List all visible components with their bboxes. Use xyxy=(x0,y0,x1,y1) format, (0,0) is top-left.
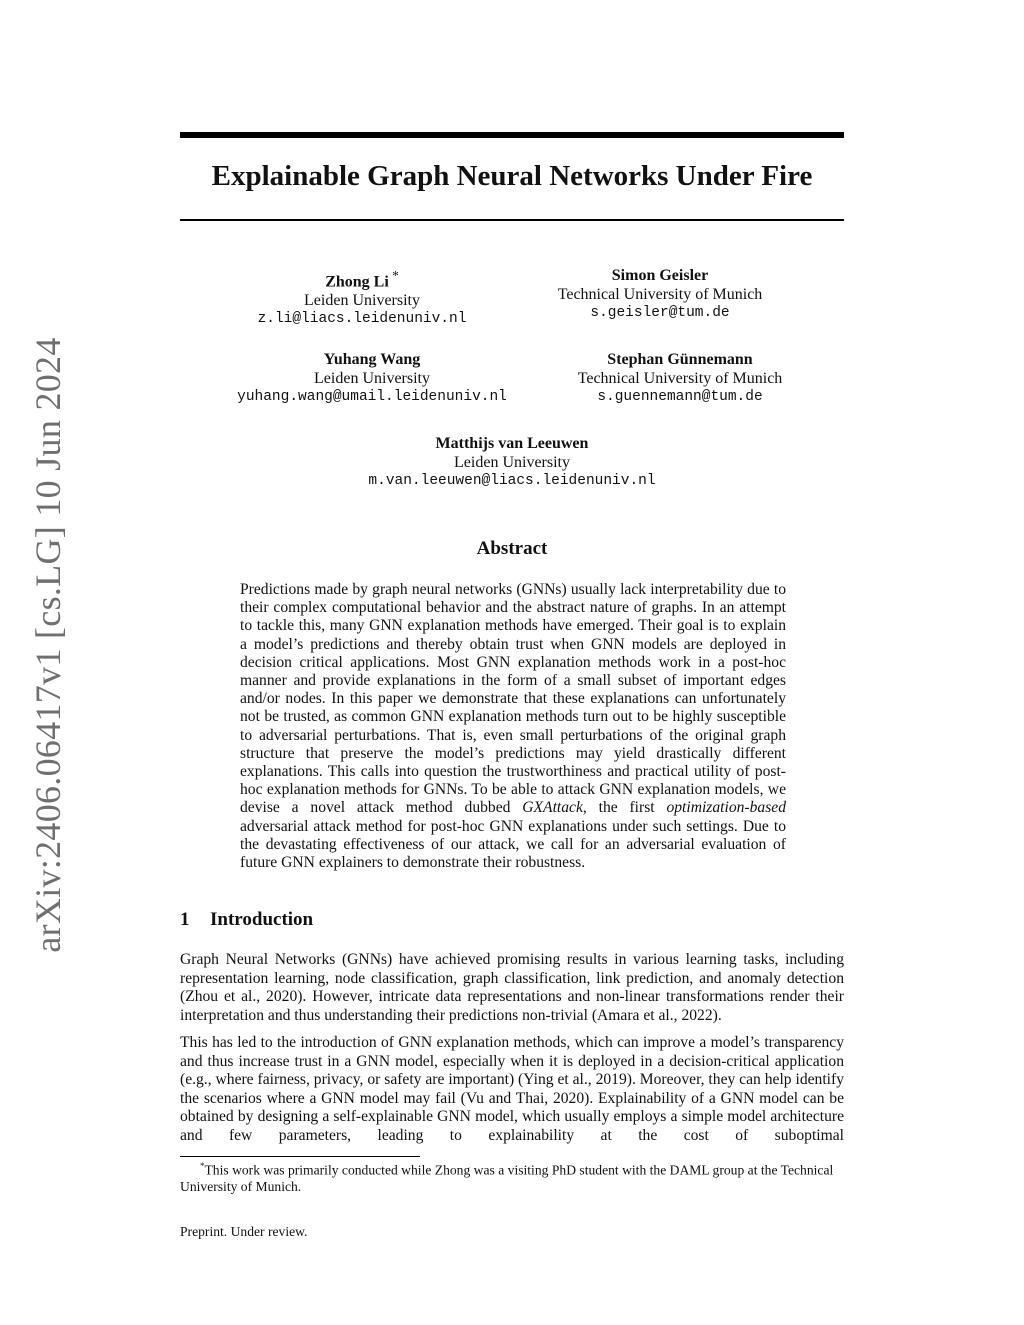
author-affiliation: Technical University of Munich xyxy=(577,370,783,387)
footnote-marker: * xyxy=(200,1161,205,1171)
abstract-part: Predictions made by graph neural networks (GNNs) usually lack interpretability due to their complex computational behavior and the abstract nature of graphs. In an attempt to tackle this, many GNN explanation methods have emerged. Their goal is to explain a model’s predictions and thereby obtain trust when GNN models are deployed in decision critical applications. Most GNN explanation methods work in a post-hoc manner and provide explanations in the form of a small subset of important edges and/or nodes. In this paper we demonstrate that these explanations can unfortunately not be trusted, as common GNN explanation methods turn out to be highly susceptible to adversarial perturbations. That is, even small perturbations of the original graph structure that preserve the model’s predictions may yield drastically different explanations. This calls into question the trustworthiness and practical utility of post-hoc explanation methods for GNNs. To be able to attack GNN explanation models, we devise a novel attack method dubbed xyxy=(240,581,786,817)
intro-paragraph: Graph Neural Networks (GNNs) have achieved promising results in various learning tasks, including representation learning, node classification, graph classification, link prediction, and anomaly detection (Zhou et al., 2020). However, intricate data representations and non-linear transformations render their interpretation and thus understanding their predictions non-trivial (Amara et al., 2022). xyxy=(180,951,844,1024)
author-name: Stephan Günnemann xyxy=(607,351,753,368)
author-email[interactable]: s.guennemann@tum.de xyxy=(597,389,763,405)
author-block xyxy=(530,266,790,323)
section-number: 1 xyxy=(180,909,190,930)
paper-title: Explainable Graph Neural Networks Under Fire xyxy=(211,160,813,192)
author-block xyxy=(550,350,810,407)
author-name: Yuhang Wang xyxy=(323,351,421,368)
author-name: Simon Geisler xyxy=(611,267,709,284)
author-block xyxy=(222,350,522,407)
author-block xyxy=(312,434,712,491)
author-email[interactable]: z.li@liacs.leidenuniv.nl xyxy=(257,311,467,328)
title-bottom-rule xyxy=(180,219,844,221)
preprint-note: Preprint. Under review. xyxy=(180,1224,308,1239)
title-top-rule xyxy=(180,132,844,138)
method-name: GXAttack xyxy=(522,799,583,817)
arxiv-stamp: arXiv:2406.06417v1 [cs.LG] 10 Jun 2024 xyxy=(28,337,68,953)
section-title: Introduction xyxy=(210,909,314,930)
author-footnote-marker: * xyxy=(388,268,399,283)
abstract-part: adversarial attack method for post-hoc GNN explanations under such settings. Due to the devastating effectiveness of our attack, we call for an adversarial evaluation of future GNN explainers to demonstrate their robustness. xyxy=(240,817,786,872)
abstract-text xyxy=(240,581,786,872)
section-heading xyxy=(180,909,313,931)
footnote-text: This work was primarily conducted while Zhong was a visiting PhD student with the DAML group at the Technical University of Munich. xyxy=(180,1162,834,1195)
author-email[interactable]: yuhang.wang@umail.leidenuniv.nl xyxy=(237,389,507,405)
author-affiliation: Technical University of Munich xyxy=(557,286,763,303)
abstract-emphasis: optimization-based xyxy=(666,799,786,817)
intro-paragraph: This has led to the introduction of GNN explanation methods, which can improve a model’s transparency and thus increase trust in a GNN model, especially when it is deployed in a decision-critical application (e.g., where fairness, privacy, or safety are important) (Ying et al., 2019). Moreover, they can help identify the scenarios where a GNN model may fail (Vu and Thai, 2020). Explainability of a GNN model can be obtained by designing a self-explainable GNN model, which usually employs a simple model architecture and few parameters, leading to explainability at the cost of suboptimal xyxy=(180,1034,844,1144)
author-name: Zhong Li xyxy=(325,273,389,291)
abstract-heading: Abstract xyxy=(476,538,548,559)
abstract-part: , the first xyxy=(582,799,667,817)
author-email[interactable]: m.van.leeuwen@liacs.leidenuniv.nl xyxy=(368,473,656,489)
footnote-rule xyxy=(180,1156,420,1157)
author-affiliation: Leiden University xyxy=(314,370,430,387)
author-name: Matthijs van Leeuwen xyxy=(435,435,589,452)
author-affiliation: Leiden University xyxy=(454,454,570,471)
footnote xyxy=(180,1158,844,1196)
author-affiliation: Leiden University xyxy=(304,292,420,310)
author-block xyxy=(222,266,502,329)
author-email[interactable]: s.geisler@tum.de xyxy=(590,305,730,321)
